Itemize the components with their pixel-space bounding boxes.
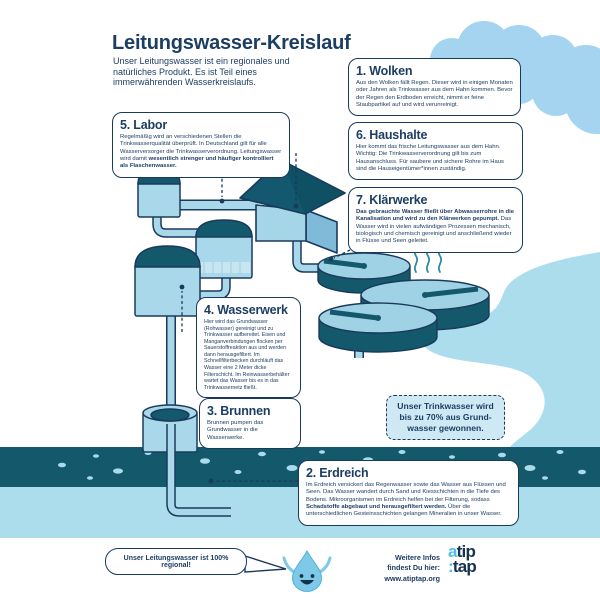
logo-line-2: :tap bbox=[448, 556, 476, 576]
box-title-wolken: 1. Wolken bbox=[356, 64, 413, 78]
box-body-labor: Regelmäßig wird an verschiedenen Stellen die Trinkwasserqualität überprüft. In Deutschland gilt für alle Wasserversorger die Trinkwasserverordnung. Leitungswasser wird damit wesentlich strenger und häufiger kontrolliert als Flaschenwasser. bbox=[120, 134, 282, 170]
box-body-haushalte: Hier kommt das frische Leitungswasser aus dem Hahn. Wichtig: Die Trinkwasserverordnung gilt bis zum Hausanschluss. Für saubere und sichere Rohre im Haus sind die Hauseigentümer*innen zuständig. bbox=[356, 144, 504, 172]
page-title: Leitungswasser-Kreislauf bbox=[112, 32, 351, 54]
atiptap-logo bbox=[448, 542, 476, 576]
box-title-haushalte: 6. Haushalte bbox=[356, 128, 428, 142]
box-body-wolken: Aus den Wolken fällt Regen. Dieser wird in einigen Monaten oder Jahren als Trinkwasser aus dem Hahn kommen. Bevor der Regen den Erdboden erreicht, nimmt er feine Staubpartikel auf und wird verunreinigt. bbox=[356, 80, 513, 108]
box-body-wasserwerk: Hier wird das Grundwasser (Rohwasser) gereinigt und zu Trinkwasser aufbereitet. Eisen und Manganverbindungen flocken per Sauerstoffreaktion aus und werden dann herausgefiltert. Im Schnellfilterbecken durchläuft das Wasser eine 2 Meter dicke Filterschicht. Im Reinwasserbehälter wartet das Wasser bis es in das Trinkwassernetz fließt. bbox=[204, 319, 290, 391]
info-box-haushalte bbox=[348, 122, 523, 180]
info-box-wolken bbox=[348, 58, 521, 116]
info-line-1: Weitere Infos bbox=[395, 553, 440, 562]
info-box-labor bbox=[112, 112, 290, 178]
groundwater-fact-callout: Unser Trinkwasser wird bis zu 70% aus Grund-wasser gewonnen. bbox=[386, 395, 505, 440]
box-title-wasserwerk: 4. Wasserwerk bbox=[204, 303, 288, 317]
info-box-erdreich bbox=[298, 460, 519, 526]
more-info-text bbox=[350, 553, 440, 584]
box-title-labor: 5. Labor bbox=[120, 118, 168, 132]
water-tanks bbox=[135, 168, 252, 316]
box-title-erdreich: 2. Erdreich bbox=[306, 466, 369, 480]
info-box-brunnen bbox=[199, 398, 301, 449]
info-line-2: findest Du hier: bbox=[387, 563, 440, 573]
logo-line-1: atip bbox=[448, 542, 476, 561]
box-body-brunnen: Brunnen pumpen das Grundwasser in die Wasserwerke. bbox=[207, 420, 264, 441]
box-title-brunnen: 3. Brunnen bbox=[207, 404, 271, 418]
speech-bubble-tail bbox=[245, 556, 286, 572]
website-url: www.atiptap.org bbox=[384, 573, 440, 583]
intro-text: Unser Leitungswasser ist ein regionales und natürliches Produkt. Es ist Teil eines immerwährenden Wasserkreislaufs. bbox=[113, 56, 290, 88]
info-box-wasserwerk bbox=[196, 297, 301, 398]
info-box-klaerwerke bbox=[348, 187, 523, 253]
box-title-klaerwerke: 7. Klärwerke bbox=[356, 193, 428, 207]
speech-bubble: Unser Leitungswasser ist 100% regional! bbox=[105, 548, 247, 575]
box-body-klaerwerke: Das gebrauchte Wasser fließt über Abwasserrohre in die Kanalisation und wird zu den Klärwerken gepumpt. Das Wasser wird in vielen aufwändigen Prozessen mechanisch, biologisch und chemisch gereinigt und anschließend wieder in Flüsse und Seen geleitet. bbox=[356, 209, 515, 245]
water-drop-mascot-icon bbox=[284, 551, 330, 592]
box-body-erdreich: Im Erdreich versickert das Regenwasser sowie das Wasser aus Flüssen und Seen. Das Wasser wandert durch Sand und Kiesschichten in die Tiefe des Bodens. Mikroorganismen im Erdreich helfen bei der Filterung, sodass Schadstoffe abgebaut und herausgefiltert werden. Über die unterschiedlichen Gesteinsschichten gelangen Mineralien in unser Wasser. bbox=[306, 482, 506, 518]
